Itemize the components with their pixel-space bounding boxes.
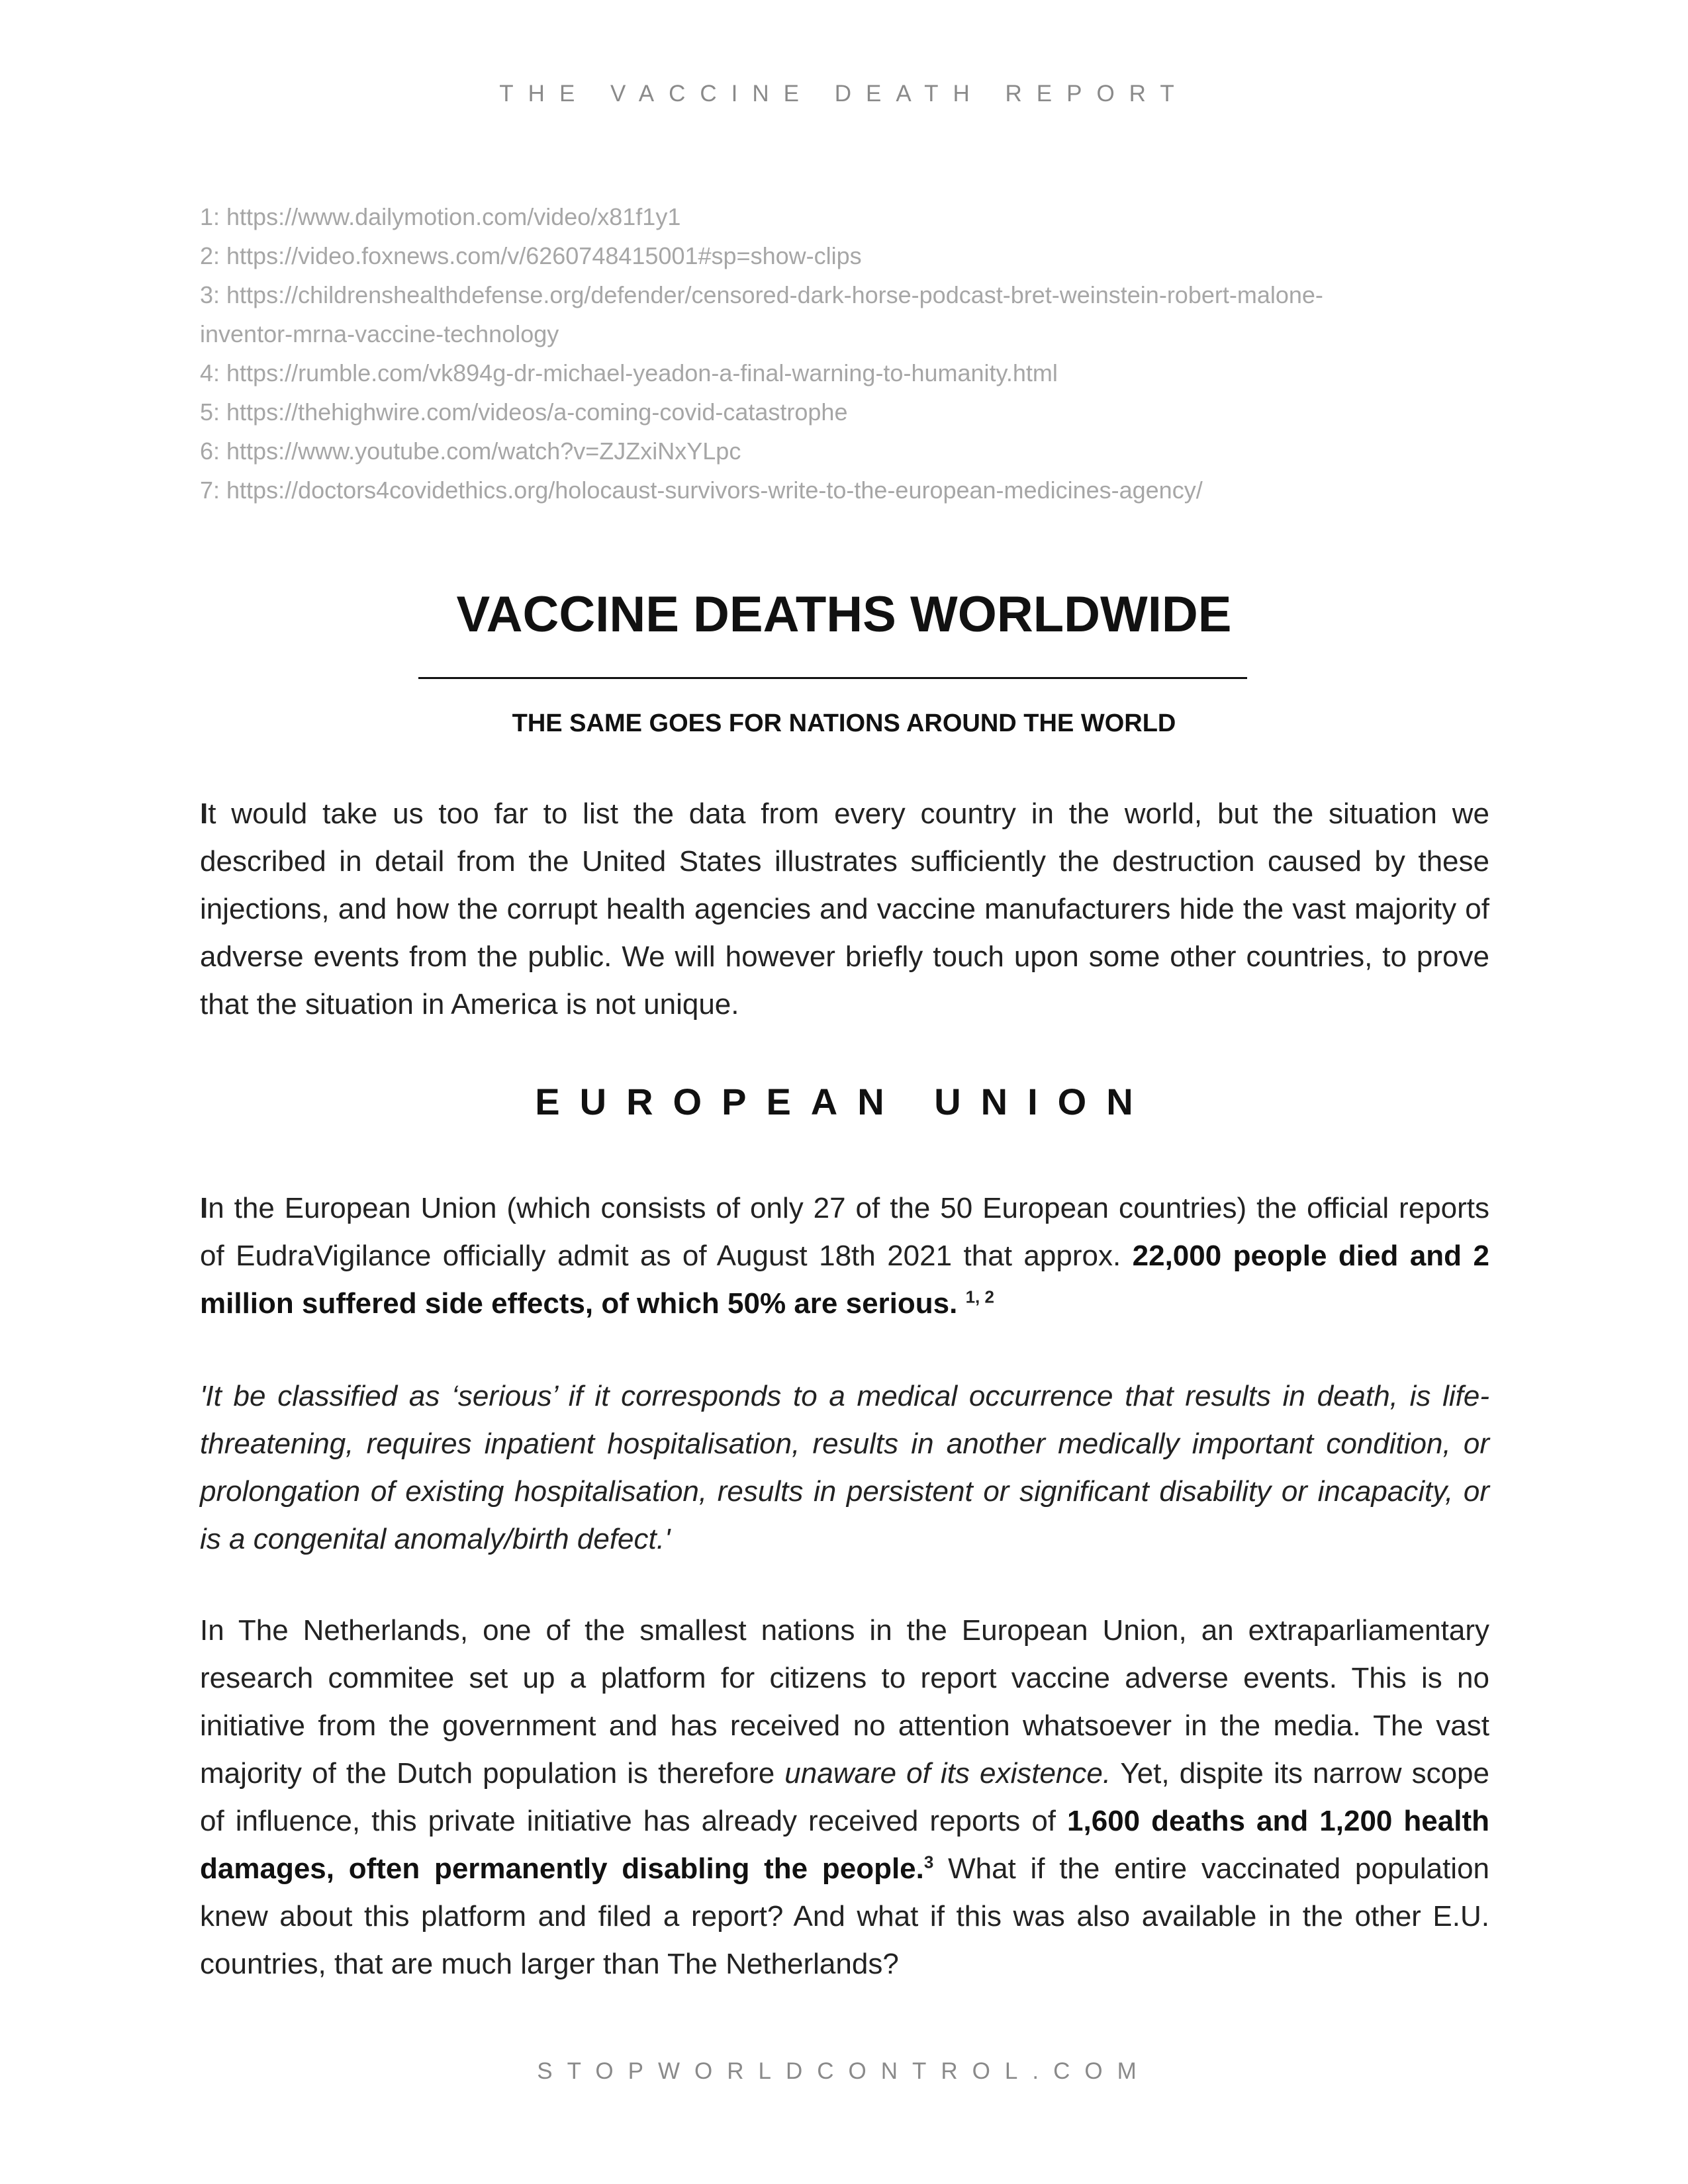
intro-text: t would take us too far to list the data from every country in the world, but the situation we described in detail from the United States illustrates sufficiently the destruction caused by these injections, and how the corrupt health agencies and vaccine manufacturers hide the vast majority of adverse events from the public. We will however briefly touch upon some other countries, to prove that the situation in America is not unique. — [200, 797, 1489, 1021]
nl-emphasis: unaware of its existence. — [784, 1757, 1111, 1790]
netherlands-paragraph — [200, 1607, 1489, 1988]
running-footer[interactable]: STOPWORLDCONTROL.COM — [537, 2058, 1151, 2084]
page-subtitle: THE SAME GOES FOR NATIONS AROUND THE WORLD — [512, 709, 1176, 737]
intro-paragraph — [200, 790, 1489, 1028]
reference-item[interactable]: 6: https://www.youtube.com/watch?v=ZJZxiNxYLpc — [200, 437, 741, 465]
reference-item[interactable]: 7: https://doctors4covidethics.org/holocaust-survivors-write-to-the-european-medicines-agency/ — [200, 477, 1203, 504]
title-divider — [418, 677, 1247, 679]
eu-paragraph — [200, 1185, 1489, 1328]
eu-text: n the European Union (which consists of only 27 of the 50 European countries) the official reports of EudraVigilance officially admit as of August 18th 2021 that approx. — [200, 1192, 1489, 1272]
running-header: THE VACCINE DEATH REPORT — [499, 81, 1189, 107]
definition-quote: 'It be classified as ‘serious’ if it corresponds to a medical occurrence that results in death, is life-threatening, requires inpatient hospitalisation, results in another medically important condition, or prolongation of existing hospitalisation, results in persistent or significant disability or incapacity, or is a congenital anomaly/birth defect.' — [200, 1380, 1489, 1555]
reference-item[interactable]: 1: https://www.dailymotion.com/video/x81f1y1 — [200, 203, 681, 230]
nl-text-b: Yet, dispite its narrow scope of influence, this private initiative has already received reports of — [200, 1757, 1489, 1837]
nl-text-a: In The Netherlands, one of the smallest nations in the European Union, an extraparliamentary research commitee set up a platform for citizens to report vaccine adverse events. This is no initiative from the government and has received no attention whatsoever in the media. The vast majority of the Dutch population is therefore — [200, 1614, 1489, 1790]
dropcap: I — [200, 1192, 209, 1224]
page-title: VACCINE DEATHS WORLDWIDE — [456, 586, 1232, 643]
nl-text-c: What if the entire vaccinated population knew about this platform and filed a report? And what if this was also available in the other E.U. countries, that are much larger than The Netherlands? — [200, 1852, 1490, 1980]
reference-item[interactable]: 2: https://video.foxnews.com/v/6260748415001#sp=show-clips — [200, 242, 862, 269]
eu-highlight: 22,000 people died and 2 million suffered side effects, of which 50% are serious. — [200, 1240, 1489, 1320]
reference-item[interactable]: 4: https://rumble.com/vk894g-dr-michael-yeadon-a-final-warning-to-humanity.html — [200, 359, 1058, 387]
reference-item[interactable]: 3: https://childrenshealthdefense.org/defender/censored-dark-horse-podcast-bret-weinstein-robert-malone- — [200, 281, 1323, 308]
footnote-marker[interactable]: 3 — [923, 1852, 934, 1872]
section-heading: EUROPEAN UNION — [535, 1081, 1153, 1122]
footnote-marker[interactable]: 1, 2 — [965, 1287, 994, 1307]
reference-list — [200, 197, 1491, 510]
reference-item[interactable]: 5: https://thehighwire.com/videos/a-coming-covid-catastrophe — [200, 398, 848, 426]
dropcap: I — [200, 797, 209, 830]
reference-item-continuation[interactable]: inventor-mrna-vaccine-technology — [200, 320, 559, 347]
nl-highlight: 1,600 deaths and 1,200 health damages, often permanently disabling the people. — [200, 1805, 1489, 1885]
